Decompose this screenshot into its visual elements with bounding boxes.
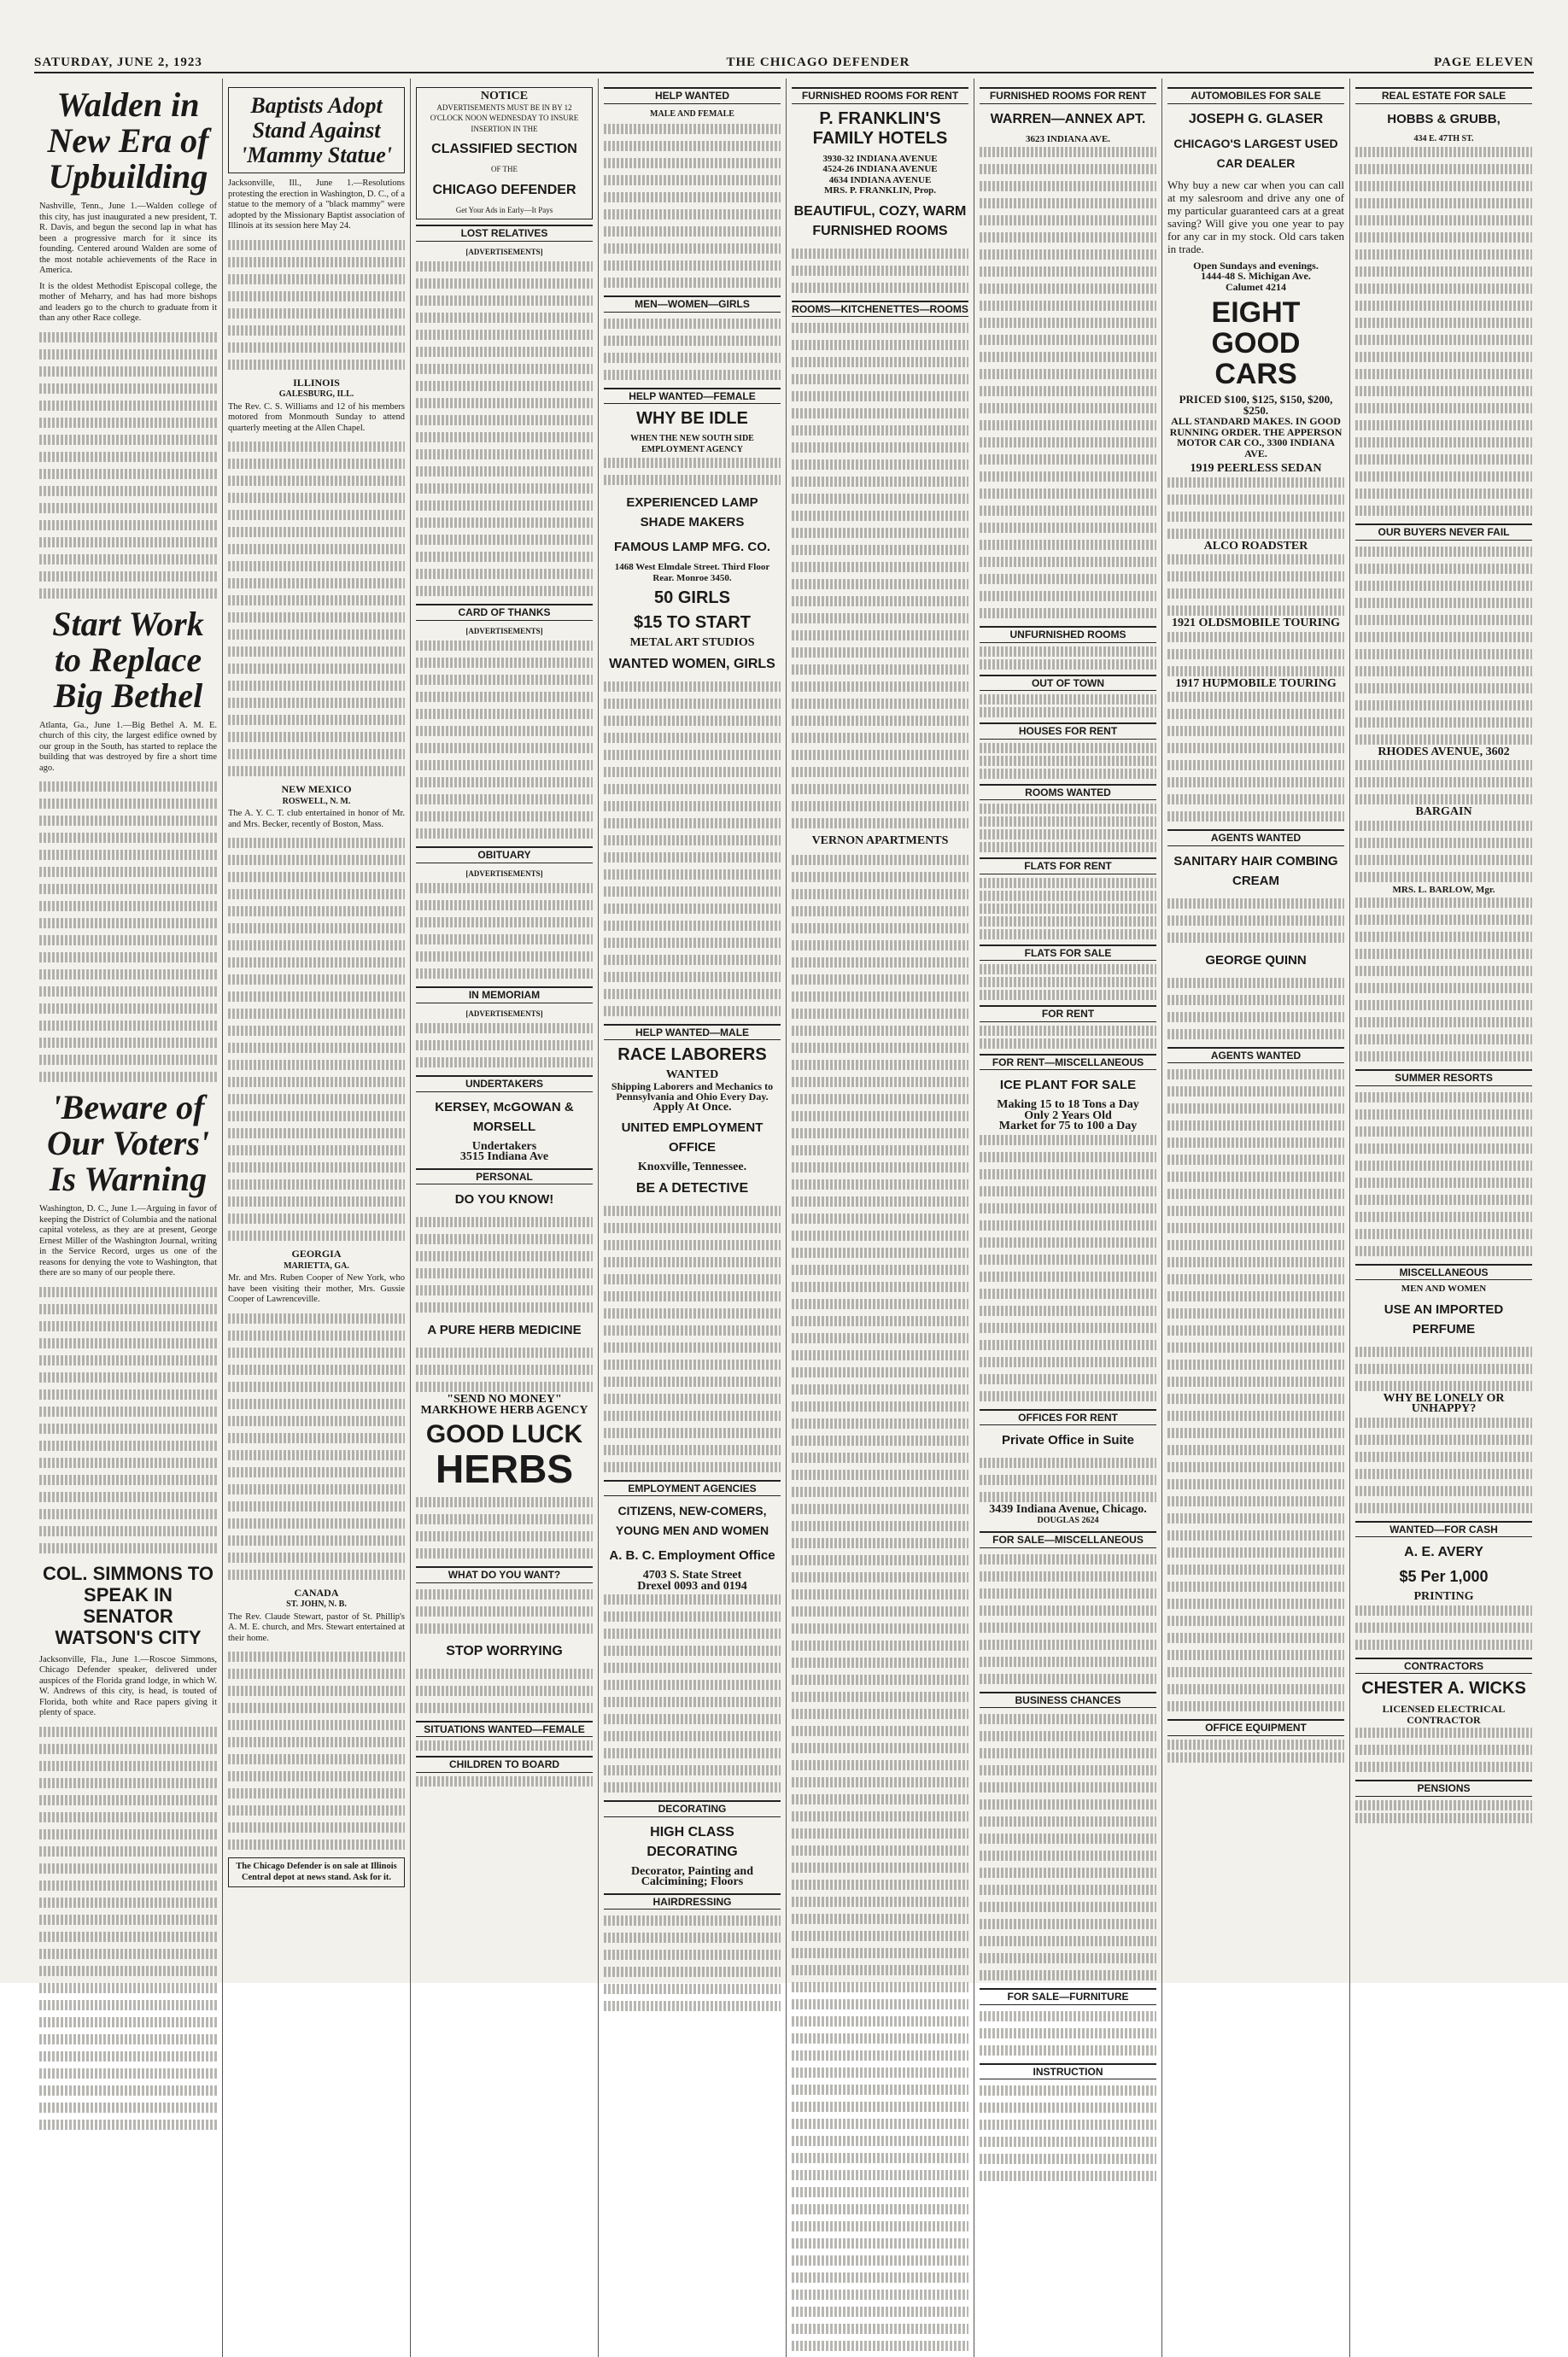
section-buyers-never-fail: OUR BUYERS NEVER FAIL xyxy=(1355,523,1532,541)
city-heading: MARIETTA, GA. xyxy=(284,1260,349,1271)
ice-plant: ICE PLANT FOR SALE xyxy=(999,1078,1137,1092)
text-block xyxy=(416,1345,593,1395)
text-block xyxy=(980,1455,1156,1505)
headline-simmons: COL. SIMMONS TO SPEAK IN SENATOR WATSON'S CITY xyxy=(42,1562,214,1648)
text-block xyxy=(1355,1344,1532,1394)
alco-roadster: ALCO ROADSTER xyxy=(1203,539,1308,553)
glaser-text: Why buy a new car when you can call at my salesroom and drive any one of my particular guaranteed cars at a great saving? Will give you one year to pay for any car in my stock. Old cars taken in trade. xyxy=(1167,178,1344,255)
apply-at-once: Apply At Once. xyxy=(652,1100,732,1114)
barlow: MRS. L. BARLOW, Mgr. xyxy=(1392,884,1495,895)
hobbs-address: 434 E. 47TH ST. xyxy=(1413,133,1474,143)
section-automobiles: AUTOMOBILES FOR SALE xyxy=(1167,87,1344,104)
george-quinn: GEORGE QUINN xyxy=(1205,952,1307,968)
paper-name: THE CHICAGO DEFENDER xyxy=(726,55,910,69)
why-be-idle: WHY BE IDLE xyxy=(636,409,748,428)
state-heading: NEW MEXICO xyxy=(281,783,352,795)
text-block xyxy=(39,1284,217,1556)
section-miscellaneous: MISCELLANEOUS xyxy=(1355,1264,1532,1281)
lamp-shade-ad: EXPERIENCED LAMP SHADE MAKERS xyxy=(626,495,758,529)
abc-phone: Drexel 0093 and 0194 xyxy=(637,1579,747,1593)
section-office-equipment: OFFICE EQUIPMENT xyxy=(1167,1719,1344,1736)
text-block xyxy=(416,638,593,841)
wanted-women: WANTED WOMEN, GIRLS xyxy=(609,656,775,671)
section-business-chances: BUSINESS CHANCES xyxy=(980,1692,1156,1709)
text-block xyxy=(39,779,217,1085)
text-block xyxy=(1167,975,1344,1042)
section-out-of-town: OUT OF TOWN xyxy=(980,675,1156,692)
section-help-wanted-female: HELP WANTED—FEMALE xyxy=(604,388,781,405)
franklin-address-3: 4634 INDIANA AVENUE xyxy=(828,174,932,185)
listings xyxy=(1355,144,1532,518)
section-card-of-thanks: CARD OF THANKS xyxy=(416,604,593,621)
lamp-address: 1468 West Elmdale Street. Third Floor Rear. Monroe 3450. xyxy=(614,562,770,583)
text-block xyxy=(1355,757,1532,807)
listings xyxy=(1355,544,1532,747)
text-block xyxy=(416,1587,593,1636)
printing: PRINTING xyxy=(1413,1590,1474,1603)
article-text: Washington, D. C., June 1.—Arguing in favor of keeping the District of Columbia and the national capital voteless, as they are at present, George Ernest Miller of the Washington Journal, writing in the Service Record, urges us one of the reasons for denying the vote to Washington, that there are so many of our people there. xyxy=(39,1204,217,1278)
listings xyxy=(980,144,1156,621)
race-laborers: RACE LABORERS xyxy=(617,1045,767,1064)
section-pensions: PENSIONS xyxy=(1355,1780,1532,1797)
section-contractors: CONTRACTORS xyxy=(1355,1658,1532,1675)
ice-market: Market for 75 to 100 a Day xyxy=(998,1120,1138,1132)
text-block xyxy=(1355,818,1532,885)
state-heading: CANADA xyxy=(294,1586,339,1599)
section-men-women-girls: MEN—WOMEN—GIRLS xyxy=(604,295,781,313)
text-block xyxy=(1167,629,1344,679)
peerless-sedan: 1919 PEERLESS SEDAN xyxy=(1190,462,1322,475)
fifty-girls: 50 GIRLS xyxy=(654,588,730,607)
text-block xyxy=(39,330,217,601)
oldsmobile-touring: 1921 OLDSMOBILE TOURING xyxy=(1171,617,1341,629)
notice-big: CLASSIFIED SECTION xyxy=(431,142,577,156)
section-instruction: INSTRUCTION xyxy=(980,2063,1156,2080)
send-no-money: "SEND NO MONEY" xyxy=(447,1393,562,1406)
text-block xyxy=(39,1724,217,2132)
imported-perfume: USE AN IMPORTED PERFUME xyxy=(1384,1301,1504,1336)
section-employment-agencies: EMPLOYMENT AGENCIES xyxy=(604,1480,781,1497)
listings xyxy=(792,320,968,831)
text-block xyxy=(228,237,405,372)
section-houses-for-rent: HOUSES FOR RENT xyxy=(980,722,1156,740)
avery: A. E. AVERY xyxy=(1404,1545,1483,1559)
herb-agency: MARKHOWE HERB AGENCY xyxy=(420,1403,588,1417)
section-for-rent-misc: FOR RENT—MISCELLANEOUS xyxy=(980,1054,1156,1071)
text-block xyxy=(416,1666,593,1716)
five-per-thousand: $5 Per 1,000 xyxy=(1399,1568,1489,1585)
chester-wicks: CHESTER A. WICKS xyxy=(1361,1679,1526,1698)
section-summer-resorts: SUMMER RESORTS xyxy=(1355,1069,1532,1086)
notice-title: NOTICE xyxy=(480,90,529,102)
text-block xyxy=(792,246,968,295)
headline-baptists: Baptists Adopt Stand Against 'Mammy Statue' xyxy=(241,93,392,167)
section-help-wanted: HELP WANTED xyxy=(604,87,781,104)
classified-notice xyxy=(416,87,593,219)
knoxville: Knoxville, Tennessee. xyxy=(637,1161,747,1173)
article-text: The Rev. C. S. Williams and 12 of his members motored from Monmouth Sunday to attend quarterly meeting at the Allen Chapel. xyxy=(228,401,405,433)
section-kitchenettes: ROOMS—KITCHENETTES—ROOMS xyxy=(792,301,968,318)
bargain: BARGAIN xyxy=(1415,805,1472,818)
notice-of: OF THE xyxy=(490,165,518,173)
glaser-hours: Open Sundays and evenings. xyxy=(1193,259,1319,272)
section-flats-for-sale: FLATS FOR SALE xyxy=(980,945,1156,962)
office-address: 3439 Indiana Avenue, Chicago. xyxy=(989,1503,1147,1516)
text-block xyxy=(228,835,405,1243)
text-block xyxy=(604,121,781,290)
section-furniture: FOR SALE—FURNITURE xyxy=(980,1988,1156,2005)
undertaker-name: KERSEY, McGOWAN & MORSELL xyxy=(435,1099,574,1134)
sale-notice: The Chicago Defender is on sale at Illinois Central depot at news stand. Ask for it. xyxy=(228,1857,405,1887)
state-heading: GEORGIA xyxy=(291,1248,342,1260)
fifteen-start: $15 TO START xyxy=(633,613,752,632)
section-furnished-rooms-2: FURNISHED ROOMS FOR RENT xyxy=(980,87,1156,104)
car-prices: PRICED $100, $125, $150, $200, $250. xyxy=(1179,393,1333,417)
text-block xyxy=(604,679,781,1019)
text-block xyxy=(604,316,781,383)
text-block xyxy=(416,1494,593,1561)
section-real-estate: REAL ESTATE FOR SALE xyxy=(1355,87,1532,104)
article-text: The Rev. Claude Stewart, pastor of St. Phillip's A. M. E. church, and Mrs. Stewart entertained at their home. xyxy=(228,1611,405,1643)
lonely-unhappy: WHY BE LONELY OR UNHAPPY? xyxy=(1383,1391,1505,1415)
column-5 xyxy=(786,79,974,2357)
section-for-rent: FOR RENT xyxy=(980,1005,1156,1022)
section-sub: [ADVERTISEMENTS] xyxy=(465,626,543,635)
shipping-laborers: Shipping Laborers and Mechanics to Pennsylvania and Ohio Every Day. xyxy=(611,1079,774,1102)
section-sub: [ADVERTISEMENTS] xyxy=(465,247,543,256)
wanted-label: WANTED xyxy=(665,1068,719,1081)
ice-tons: Making 15 to 18 Tons a Day xyxy=(997,1098,1139,1111)
section-undertakers: UNDERTAKERS xyxy=(416,1075,593,1092)
text-block xyxy=(980,2083,1156,2184)
citizens-ad: CITIZENS, NEW-COMERS, YOUNG MEN AND WOMEN xyxy=(615,1504,769,1537)
glaser-name: JOSEPH G. GLASER xyxy=(1188,111,1324,126)
be-a-detective: BE A DETECTIVE xyxy=(635,1180,749,1196)
city-heading: GALESBURG, ILL. xyxy=(278,389,354,399)
text-block xyxy=(416,880,593,981)
section-children-board: CHILDREN TO BOARD xyxy=(416,1756,593,1773)
section-unfurnished: UNFURNISHED ROOMS xyxy=(980,626,1156,643)
hair-cream: SANITARY HAIR COMBING CREAM xyxy=(1173,853,1338,888)
section-rooms-wanted: ROOMS WANTED xyxy=(980,784,1156,801)
section-in-memoriam: IN MEMORIAM xyxy=(416,986,593,1003)
high-class-decorating: HIGH CLASS DECORATING xyxy=(647,1824,738,1859)
ice-age: Only 2 Years Old xyxy=(1024,1108,1112,1122)
apperson-ad: ALL STANDARD MAKES. IN GOOD RUNNING ORDER. THE APPERSON MOTOR CAR CO., 3300 INDIANA AVE. xyxy=(1169,415,1343,459)
office-phone: DOUGLAS 2624 xyxy=(1037,1515,1099,1525)
article-text: Jacksonville, Fla., June 1.—Roscoe Simmons, Chicago Defender speaker, delivered under auspices of the Florida grand lodge, in which W. W. Andrews of this city, is head, is touted of Florida, both white and Race papers giving it plenty of space. xyxy=(39,1654,217,1717)
abc-address: 4703 S. State Street xyxy=(642,1569,742,1582)
notice-paper: CHICAGO DEFENDER xyxy=(432,182,576,197)
warren-annex: WARREN—ANNEX APT. xyxy=(990,111,1146,126)
headline-box xyxy=(228,87,405,173)
undertaker-title: Undertakers xyxy=(471,1139,537,1153)
section-lost-relatives: LOST RELATIVES xyxy=(416,225,593,242)
listings xyxy=(792,852,968,2354)
text-block xyxy=(604,1913,781,2014)
column-6 xyxy=(974,79,1161,2357)
famous-lamp: FAMOUS LAMP MFG. CO. xyxy=(613,540,771,554)
masthead xyxy=(34,53,1534,73)
glaser-tagline: CHICAGO'S LARGEST USED CAR DEALER xyxy=(1173,136,1338,170)
column-4 xyxy=(598,79,786,2357)
text-block xyxy=(228,1311,405,1582)
section-furnished-rooms: FURNISHED ROOMS FOR RENT xyxy=(792,87,968,104)
column-2 xyxy=(222,79,410,2357)
glaser-phone: Calumet 4214 xyxy=(1226,280,1286,293)
hupmobile-touring: 1917 HUPMOBILE TOURING xyxy=(1175,676,1337,690)
what-do-you-want: WHAT DO YOU WANT? xyxy=(416,1566,593,1583)
text-block xyxy=(1167,552,1344,618)
stop-worrying: STOP WORRYING xyxy=(446,1643,563,1658)
section-flats-for-rent: FLATS FOR RENT xyxy=(980,857,1156,874)
united-employment: UNITED EMPLOYMENT OFFICE xyxy=(621,1120,764,1155)
column-7 xyxy=(1161,79,1349,2357)
headline-beware-voters: 'Beware of Our Voters' Is Warning xyxy=(46,1088,210,1198)
private-office: Private Office in Suite xyxy=(1001,1433,1135,1448)
page-columns xyxy=(34,79,1537,2078)
listings xyxy=(1167,1067,1344,1714)
text-block xyxy=(980,1132,1156,1404)
franklin-prop: MRS. P. FRANKLIN, Prop. xyxy=(823,185,937,196)
section-personal: PERSONAL xyxy=(416,1168,593,1185)
city-heading: ST. JOHN, N. B. xyxy=(286,1600,347,1609)
article-text: It is the oldest Methodist Episcopal college, the mother of Meharry, and has had more bishops and leaders go to the church to graduate from it than any other Race college. xyxy=(39,281,217,323)
text-block xyxy=(604,1592,781,1795)
franklin-hotels: P. FRANKLIN'S FAMILY HOTELS xyxy=(812,108,948,148)
section-agents-wanted: AGENTS WANTED xyxy=(1167,829,1344,846)
text-block xyxy=(604,1203,781,1475)
rhodes-avenue: RHODES AVENUE, 3602 xyxy=(1378,745,1510,758)
herbs-headline: HERBS xyxy=(435,1447,574,1491)
text-block xyxy=(416,1021,593,1070)
text-block xyxy=(1167,475,1344,541)
column-3 xyxy=(410,79,598,2357)
listings xyxy=(1355,895,1532,1064)
vernon-apartments: VERNON APARTMENTS xyxy=(811,834,949,847)
text-block xyxy=(1167,689,1344,824)
column-1 xyxy=(34,79,222,2357)
city-heading: ROSWELL, N. M. xyxy=(282,796,351,806)
article-text: The A. Y. C. T. club entertained in honor of Mr. and Mrs. Becker, recently of Boston, Mass. xyxy=(228,809,405,829)
notice-foot: Get Your Ads in Early—It Pays xyxy=(455,205,553,214)
article-text: Atlanta, Ga., June 1.—Big Bethel A. M. E. church of this city, the largest edifice owned by our group in the South, has started to replace the building that was destroyed by fire a short time ago. xyxy=(39,720,217,773)
personal-ad: DO YOU KNOW! xyxy=(454,1192,554,1207)
herb-medicine-ad: A PURE HERB MEDICINE xyxy=(427,1323,582,1337)
text-block xyxy=(416,259,593,599)
hobbs-grubb: HOBBS & GRUBB, xyxy=(1387,111,1501,126)
text-block xyxy=(1355,1603,1532,1652)
section-decorating: DECORATING xyxy=(604,1800,781,1817)
men-and-women: MEN AND WOMEN xyxy=(1401,1284,1487,1294)
glaser-address: 1444-48 S. Michigan Ave. xyxy=(1201,270,1311,282)
text-block xyxy=(228,1649,405,1852)
metal-art: METAL ART STUDIOS xyxy=(629,636,755,649)
section-help-wanted-male: HELP WANTED—MALE xyxy=(604,1024,781,1041)
section-agents-wanted-2: AGENTS WANTED xyxy=(1167,1047,1344,1064)
text-block xyxy=(980,1711,1156,1983)
issue-date: SATURDAY, JUNE 2, 1923 xyxy=(34,55,202,69)
warren-address: 3623 INDIANA AVE. xyxy=(1025,133,1111,144)
text-block xyxy=(1167,896,1344,945)
text-block xyxy=(416,1214,593,1315)
electrical-contractor: LICENSED ELECTRICAL CONTRACTOR xyxy=(1382,1703,1506,1726)
column-8 xyxy=(1349,79,1537,2357)
section-situations-wanted: SITUATIONS WANTED—FEMALE xyxy=(416,1721,593,1738)
section-sub: [ADVERTISEMENTS] xyxy=(465,869,543,878)
section-offices-for-rent: OFFICES FOR RENT xyxy=(980,1409,1156,1426)
article-text: Nashville, Tenn., June 1.—Walden college of this city, has just inaugurated a new president, T. R. Davis, and begun the second lap in what has been a progressive march for it since its founding. Centered around Walden are some of the most notable achievements of the Race in America. xyxy=(39,202,217,275)
franklin-address-2: 4524-26 INDIANA AVENUE xyxy=(822,164,938,174)
eight-good-cars: EIGHT GOOD CARS xyxy=(1211,296,1301,390)
cozy-rooms: BEAUTIFUL, COZY, WARM FURNISHED ROOMS xyxy=(793,203,967,238)
undertaker-address: 3515 Indiana Ave xyxy=(459,1150,549,1163)
text-block xyxy=(980,2009,1156,2058)
text-block xyxy=(1355,1090,1532,1259)
employment-agency: WHEN THE NEW SOUTH SIDE EMPLOYMENT AGENCY xyxy=(630,434,754,454)
section-obituary: OBITUARY xyxy=(416,846,593,863)
section-sub: [ADVERTISEMENTS] xyxy=(465,1009,543,1018)
headline-walden: Walden in New Era of Upbuilding xyxy=(47,85,209,196)
text-block xyxy=(1355,1415,1532,1516)
headline-big-bethel: Start Work to Replace Big Bethel xyxy=(52,604,204,715)
article-text: Mr. and Mrs. Ruben Cooper of New York, who have been visiting their mother, Mrs. Gussie Cooper of Lawrenceville. xyxy=(228,1273,405,1304)
text-block xyxy=(980,1552,1156,1687)
state-heading: ILLINOIS xyxy=(293,376,340,389)
text-block xyxy=(1355,1725,1532,1775)
section-sub: MALE AND FEMALE xyxy=(650,108,734,119)
section-for-sale-misc: FOR SALE—MISCELLANEOUS xyxy=(980,1531,1156,1548)
good-luck-headline: GOOD LUCK xyxy=(425,1420,583,1448)
text-block xyxy=(228,439,405,779)
article-text: Jacksonville, Ill., June 1.—Resolutions protesting the erection in Washington, D. C., of a statue to the memory of a "black mammy" were adopted by the Missionary Baptist association of Illinois at its session here May 24. xyxy=(228,178,405,231)
notice-text: ADVERTISEMENTS MUST BE IN BY 12 O'CLOCK NOON WEDNESDAY TO INSURE INSERTION IN THE xyxy=(430,102,579,133)
section-wanted-for-cash: WANTED—FOR CASH xyxy=(1355,1521,1532,1538)
decorator-text: Decorator, Painting and Calcimining; Floors xyxy=(631,1864,753,1888)
page-number: PAGE ELEVEN xyxy=(1434,55,1534,69)
text-block xyxy=(604,455,781,488)
franklin-address-1: 3930-32 INDIANA AVENUE xyxy=(822,153,938,164)
abc-employment: A. B. C. Employment Office xyxy=(609,1548,775,1563)
section-hairdressing: HAIRDRESSING xyxy=(604,1893,781,1910)
